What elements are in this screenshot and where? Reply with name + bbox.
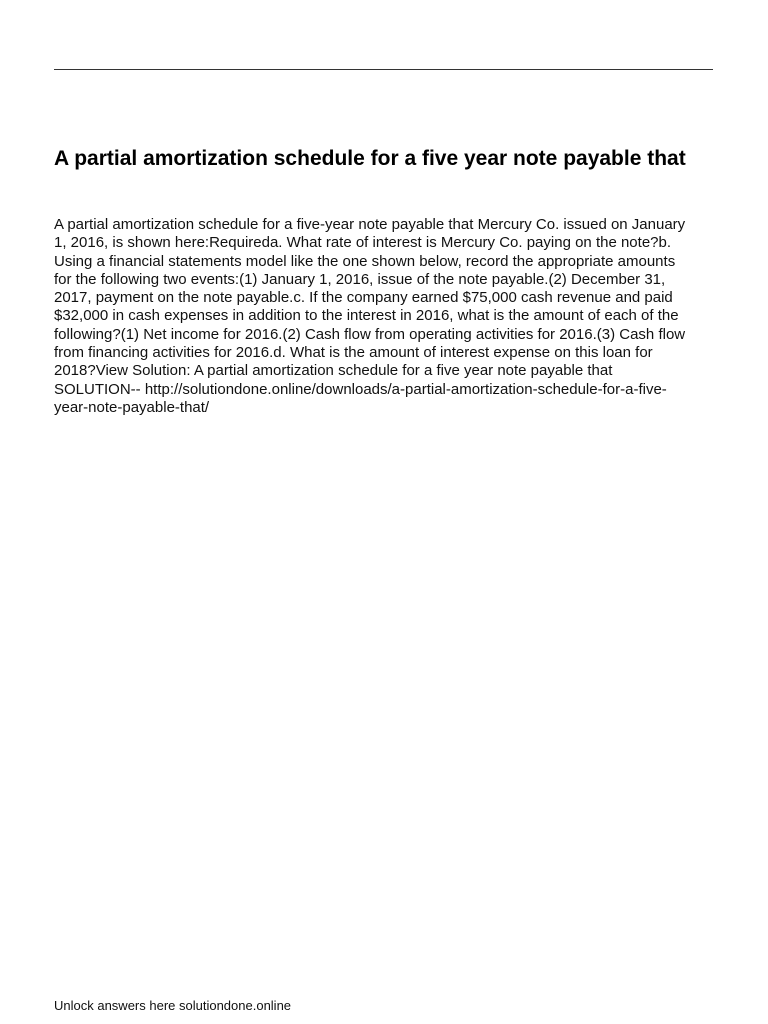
document-body [54,216,718,417]
header-divider [54,69,713,70]
body-line: from financing activities for 2016.d. What is the amount of interest expense on this loan for [54,344,653,362]
body-line: $32,000 in cash expenses in addition to the interest in 2016, what is the amount of each of the [54,307,679,325]
document-title: A partial amortization schedule for a five year note payable that [54,147,686,170]
body-line: A partial amortization schedule for a five-year note payable that Mercury Co. issued on January [54,216,686,233]
body-line: 2017, payment on the note payable.c. If the company earned $75,000 cash revenue and paid [54,289,673,307]
body-line: Using a financial statements model like the one shown below, record the appropriate amounts [54,252,676,270]
body-line: for the following two events:(1) January 1, 2016, issue of the note payable.(2) December 31, [54,270,666,288]
body-line: following?(1) Net income for 2016.(2) Cash flow from operating activities for 2016.(3) Cash flow [54,325,686,343]
body-line-solution-link-cont[interactable]: year-note-payable-that/ [54,398,210,416]
body-line-solution-link[interactable]: SOLUTION-- http://solutiondone.online/downloads/a-partial-amortization-schedule-for-a-five- [54,380,667,398]
body-line: 1, 2016, is shown here:Requireda. What rate of interest is Mercury Co. paying on the note?b. [54,234,672,252]
footer-text: Unlock answers here solutiondone.online [54,998,292,1013]
body-line: 2018?View Solution: A partial amortization schedule for a five year note payable that [54,362,613,380]
